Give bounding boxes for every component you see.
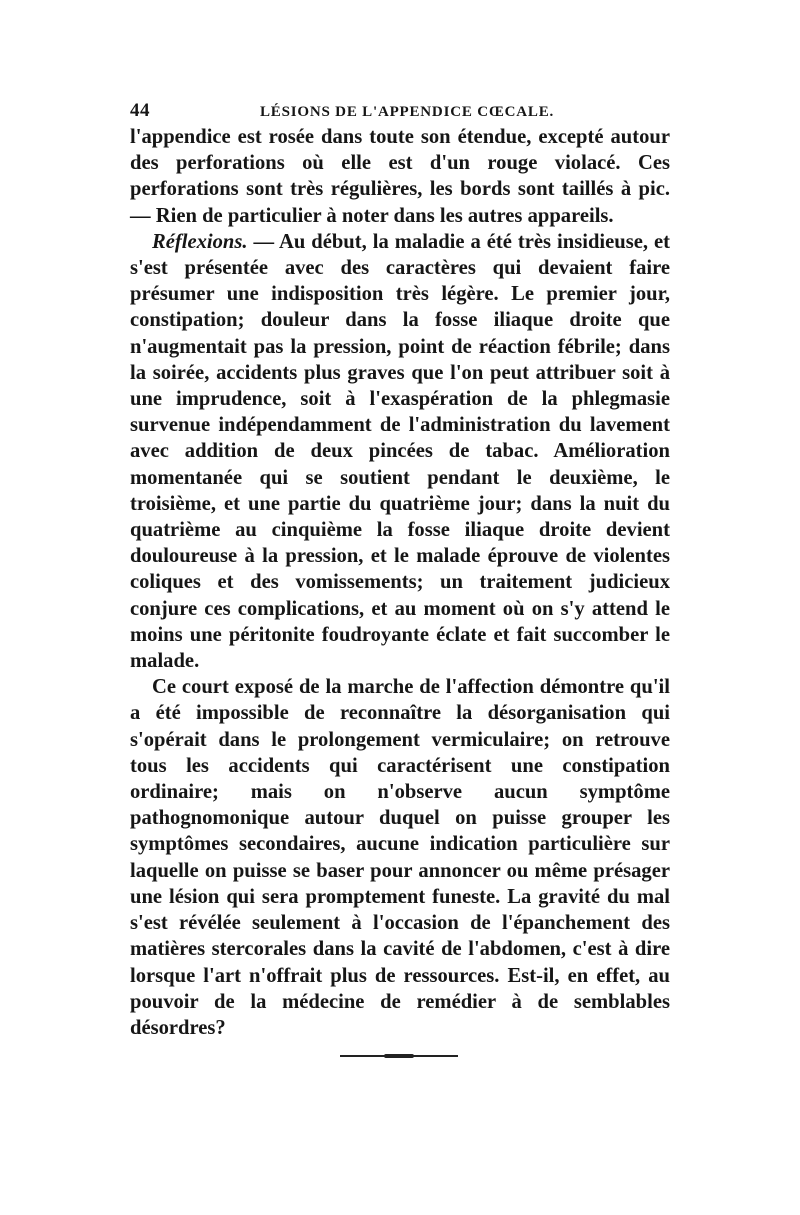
book-page — [130, 94, 670, 1065]
end-rule — [340, 1055, 458, 1057]
running-head: LÉSIONS DE L'APPENDICE CŒCALE. — [260, 104, 555, 120]
page-header — [130, 94, 670, 124]
paragraph-autopsy-end: l'appendice est rosée dans toute son étendue, excepté autour des perforations où elle est d'un rouge violacé. Ces perforations sont très régulières, les bords sont taillés à pic. — Rien de particulier à noter dans les autres appareils. — [130, 126, 670, 227]
paragraph-reflexions — [130, 229, 670, 674]
body-text — [130, 124, 670, 1041]
page-number: 44 — [130, 100, 150, 121]
paragraph-discussion: Ce court exposé de la marche de l'affection démontre qu'il a été impossible de reconnaître la désorganisation qui s'opérait dans le prolongement vermiculaire; on retrouve tous les accidents qui caractérisent une constipation ordinaire; mais on n'observe aucun symptôme pathognomonique autour duquel on puisse grouper les symptômes secondaires, aucune indication particulière sur laquelle on puisse se baser pour annoncer ou même présager une lésion qui sera promptement funeste. La gravité du mal s'est révélée seulement à l'occasion de l'épanchement des matières stercorales dans la cavité de l'abdomen, c'est à dire lorsque l'art n'offrait plus de ressources. Est-il, en effet, au pouvoir de la médecine de remédier à de semblables désordres? — [130, 676, 670, 1039]
end-rule-area — [130, 1041, 670, 1065]
reflexions-text: — Au début, la maladie a été très insidieuse, et s'est présentée avec des caractères qui devaient faire présumer une indisposition très légère. Le premier jour, constipation; douleur dans la fosse iliaque droite que n'augmentait pas la pression, point de réaction fébrile; dans la soirée, accidents plus graves que l'on peut attribuer soit à une imprudence, soit à l'exaspération de la phlegmasie survenue indépendamment de l'administration du lavement avec addition de deux pincées de tabac. Amélioration momentanée qui se soutient pendant le deuxième, le troisième, et une partie du quatrième jour; dans la nuit du quatrième au cinquième la fosse iliaque droite devient douloureuse à la pression, et le malade éprouve de violentes coliques et des vomissements; un traitement judicieux conjure ces complications, et au moment où on s'y attend le moins une péritonite foudroyante éclate et fait succomber le malade. — [130, 230, 670, 673]
reflexions-label: Réflexions. — [152, 230, 248, 253]
